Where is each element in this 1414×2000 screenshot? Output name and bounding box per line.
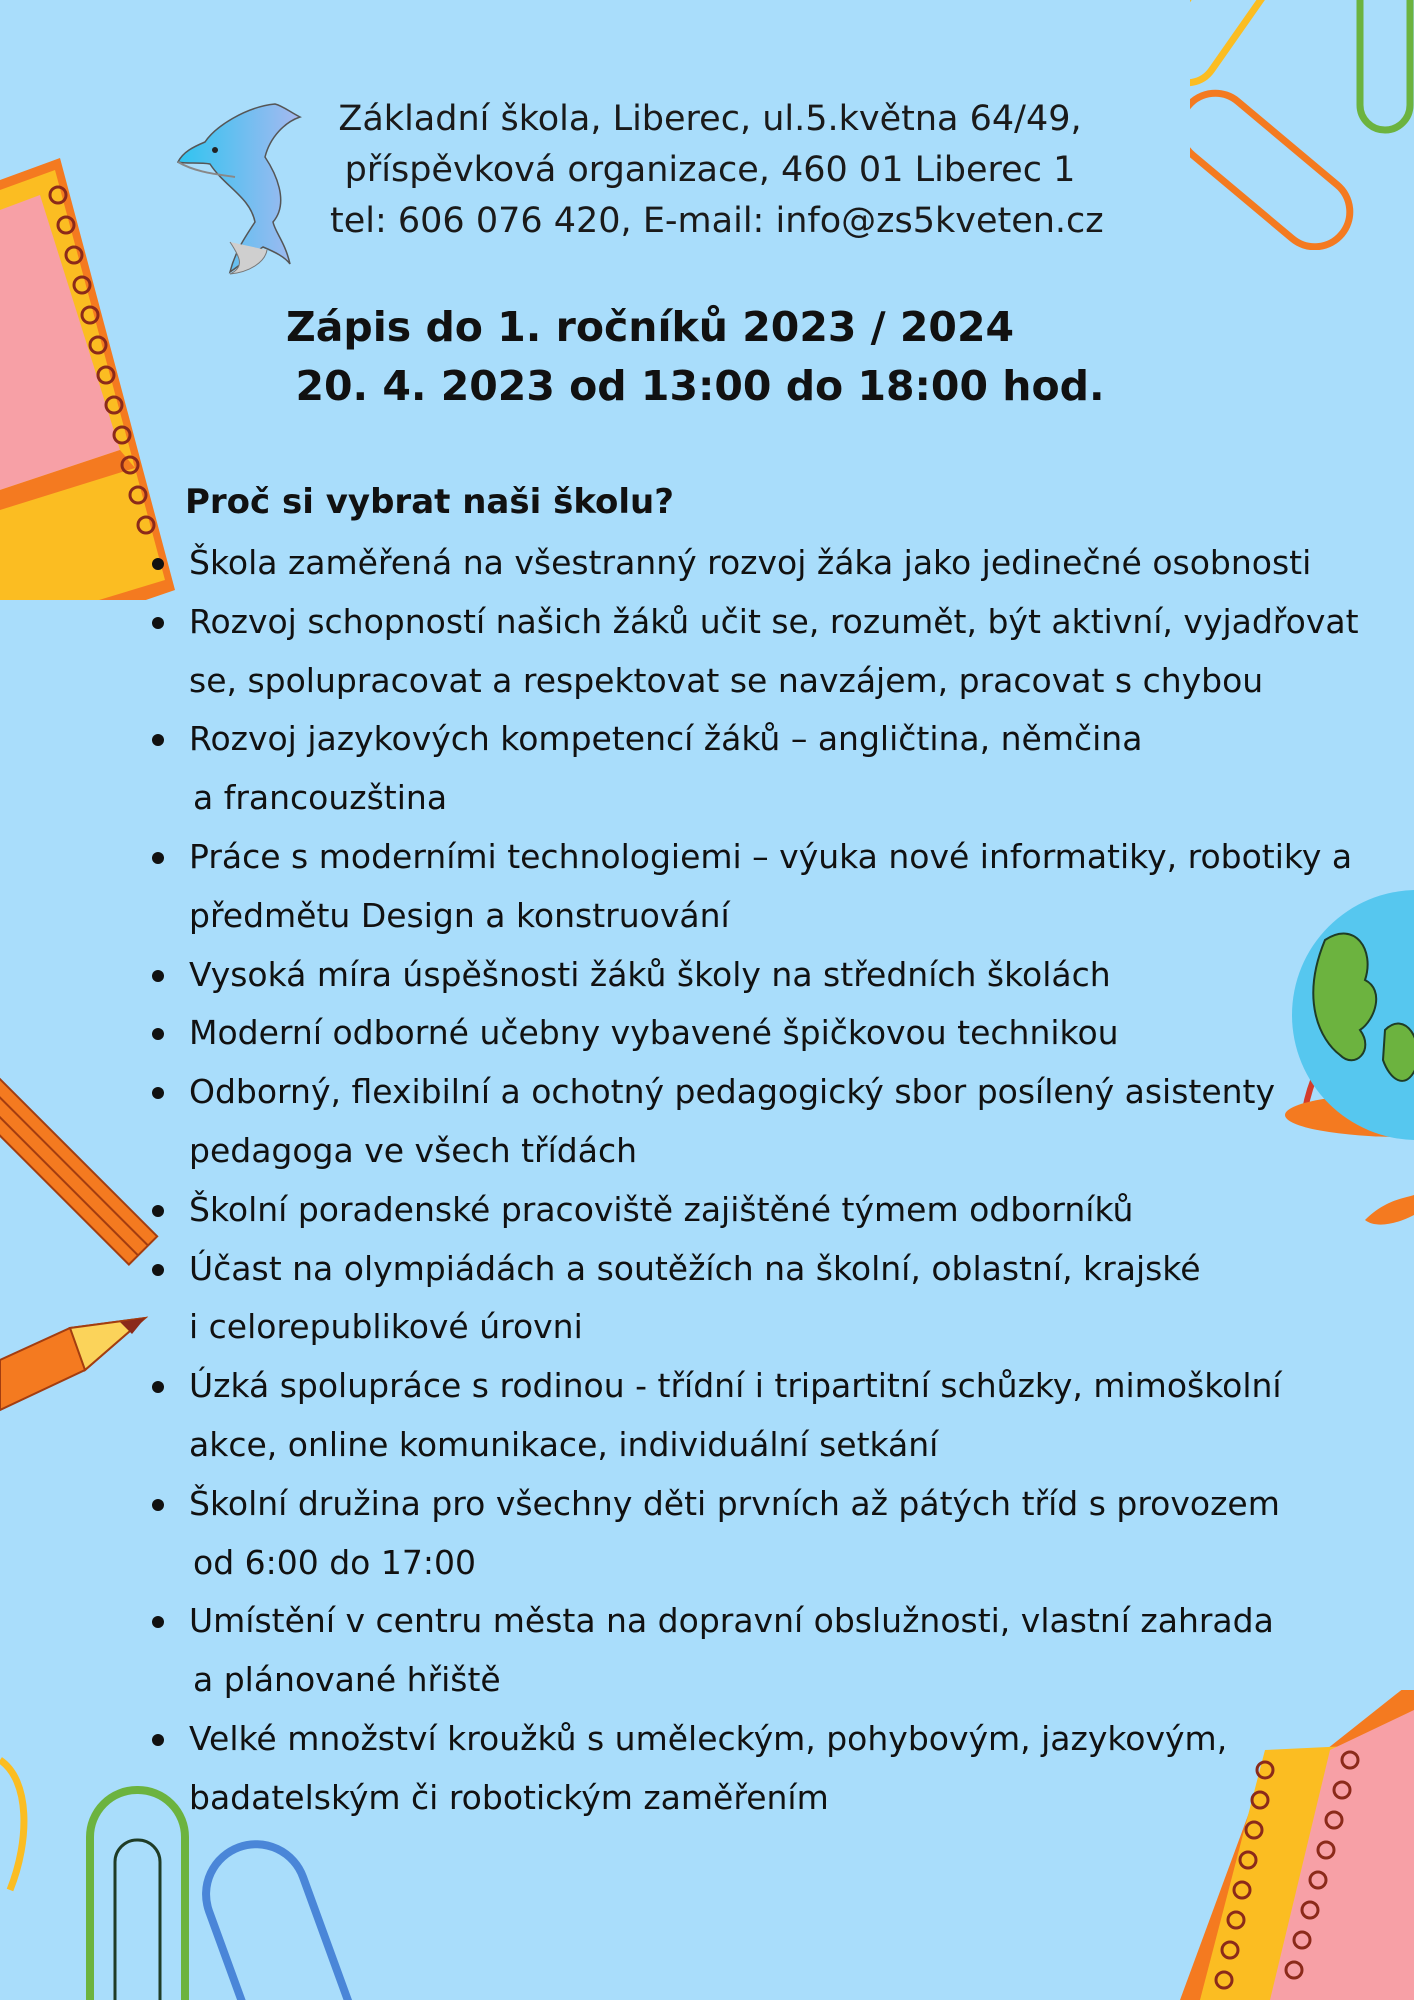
list-item-line: akce, online komunikace, individuální setkání bbox=[189, 1424, 939, 1464]
list-item-line: Účast na olympiádách a soutěžích na školní, oblastní, krajské bbox=[189, 1248, 1201, 1288]
school-contact-line: tel: 606 076 420, E-mail: info@zs5kveten.cz bbox=[330, 201, 1104, 241]
list-item bbox=[189, 710, 1369, 828]
list-item-line: pedagoga ve všech třídách bbox=[189, 1130, 638, 1170]
list-item-line: Moderní odborné učebny vybavené špičkovou technikou bbox=[189, 1013, 1119, 1053]
list-item-line: Rozvoj jazykových kompetencí žáků – angličtina, němčina bbox=[189, 719, 1143, 759]
enrollment-date: 20. 4. 2023 od 13:00 do 18:00 hod. bbox=[295, 362, 1105, 410]
school-address-line: Základní škola, Liberec, ul.5.května 64/49, bbox=[338, 99, 1082, 139]
enrollment-title bbox=[240, 298, 1160, 416]
list-item-line: Velké množství kroužků s uměleckým, pohybovým, jazykovým, bbox=[189, 1718, 1228, 1758]
list-item-line: Práce s moderními technologiemi – výuka nové informatiky, robotiky a bbox=[189, 836, 1353, 876]
dolphin-logo-icon bbox=[175, 102, 315, 277]
list-item-line: i celorepublikové úrovni bbox=[189, 1307, 583, 1347]
list-item bbox=[189, 1475, 1369, 1593]
list-item-line: Školní poradenské pracoviště zajištěné týmem odborníků bbox=[189, 1189, 1134, 1229]
list-item bbox=[189, 1710, 1369, 1828]
list-item bbox=[189, 946, 1369, 1005]
pencil-icon bbox=[0, 1040, 180, 1270]
list-item-line: Vysoká míra úspěšnosti žáků školy na středních školách bbox=[189, 954, 1111, 994]
list-item-line: od 6:00 do 17:00 bbox=[193, 1542, 476, 1582]
reasons-heading: Proč si vybrat naši školu? bbox=[185, 482, 674, 522]
list-item bbox=[189, 1004, 1369, 1063]
list-item bbox=[189, 1592, 1369, 1710]
list-item-line: Škola zaměřená na všestranný rozvoj žáka jako jedinečné osobnosti bbox=[189, 543, 1312, 582]
paperclips-top-right-icon bbox=[1190, 0, 1414, 250]
list-item-line: a francouzština bbox=[193, 778, 448, 818]
list-item bbox=[189, 1063, 1369, 1181]
notebook-top-left-icon bbox=[0, 150, 180, 600]
list-item-line: Odborný, flexibilní a ochotný pedagogický sbor posílený asistenty bbox=[189, 1072, 1276, 1112]
list-item-line: Školní družina pro všechny děti prvních až pátých tříd s provozem bbox=[189, 1483, 1280, 1523]
list-item-line: a plánované hřiště bbox=[193, 1660, 501, 1700]
pencil-tip-icon bbox=[0, 1310, 150, 1420]
list-item-line: Úzká spolupráce s rodinou - třídní i tripartitní schůzky, mimoškolní bbox=[189, 1366, 1282, 1406]
school-header bbox=[330, 94, 1104, 247]
list-item-line: Rozvoj schopností našich žáků učit se, rozumět, být aktivní, vyjadřovat bbox=[189, 601, 1359, 641]
school-organization-line: příspěvková organizace, 460 01 Liberec 1 bbox=[344, 150, 1076, 190]
list-item-line: badatelským či robotickým zaměřením bbox=[189, 1777, 829, 1817]
list-item-line: Umístění v centru města na dopravní obslužnosti, vlastní zahrada bbox=[189, 1601, 1274, 1641]
list-item bbox=[189, 1240, 1369, 1358]
enrollment-heading: Zápis do 1. ročníků 2023 / 2024 bbox=[285, 303, 1015, 351]
list-item bbox=[189, 1357, 1369, 1475]
list-item-line: předmětu Design a konstruování bbox=[189, 895, 730, 935]
list-item bbox=[189, 534, 1369, 593]
list-item bbox=[189, 1181, 1369, 1240]
reasons-list bbox=[189, 534, 1369, 1828]
list-item bbox=[189, 593, 1369, 711]
list-item-line: se, spolupracovat a respektovat se navzájem, pracovat s chybou bbox=[189, 660, 1264, 700]
list-item bbox=[189, 828, 1369, 946]
